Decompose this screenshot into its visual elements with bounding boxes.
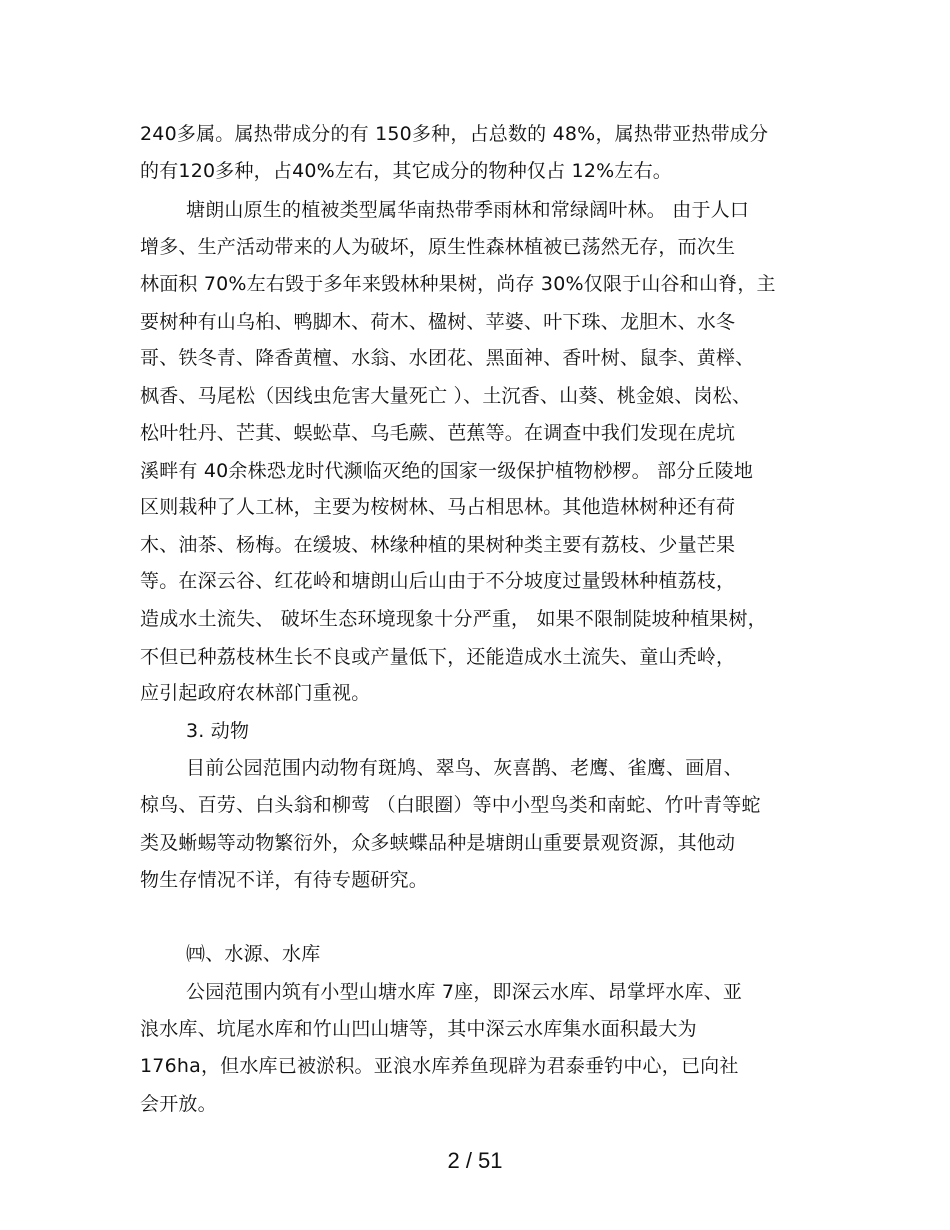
page-number: 2 / 51: [447, 1148, 503, 1173]
text-line: 目前公园范围内动物有斑鸠、翠鸟、灰喜鹊、老鹰、雀鹰、画眉、: [186, 757, 743, 779]
text-line: 区则栽种了人工林，主要为桉树林、马占相思林。其他造林树种还有荷: [140, 496, 736, 518]
text-line: 不但已种荔枝林生长不良或产量低下，还能造成水土流失、童山秃岭，: [140, 646, 736, 668]
text-line: 类及蜥蜴等动物繁衍外，众多蛱蝶品种是塘朗山重要景观资源，其他动: [140, 832, 736, 854]
text-line: 枫香、马尾松（因线虫危害大量死亡 ）、土沉香、山葵、桃金娘、岗松、: [140, 385, 752, 407]
text-line: 要树种有山乌桕、鸭脚木、荷木、楹树、苹婆、叶下珠、龙胆木、水冬: [140, 311, 736, 333]
text-line: 240多属。属热带成分的有 150多种，占总数的 48%，属热带亚热带成分: [140, 123, 769, 145]
text-line: 增多、生产活动带来的人为破坏，原生性森林植被已荡然无存，而次生: [140, 236, 736, 258]
text-line: 浪水库、坑尾水库和竹山凹山塘等，其中深云水库集水面积最大为: [140, 1018, 697, 1040]
text-line: 会开放。: [140, 1093, 217, 1115]
section-heading: 3. 动物: [186, 720, 250, 742]
text-line: 的有120多种，占40%左右，其它成分的物种仅占 12%左右。: [140, 160, 672, 182]
text-line: 木、油茶、杨梅。在缓坡、林缘种植的果树种类主要有荔枝、少量芒果: [140, 534, 736, 556]
text-line: 塘朗山原生的植被类型属华南热带季雨林和常绿阔叶林。 由于人口: [186, 199, 750, 221]
text-line: 176ha，但水库已被淤积。亚浪水库养鱼现辟为君泰垂钓中心，已向社: [140, 1055, 739, 1077]
text-line: 松叶牡丹、芒萁、蜈蚣草、乌毛蕨、芭蕉等。在调查中我们发现在虎坑: [140, 422, 736, 444]
text-line: 椋鸟、百劳、白头翁和柳莺 （白眼圈）等中小型鸟类和南蛇、竹叶青等蛇: [140, 794, 761, 816]
text-line: 公园范围内筑有小型山塘水库 7座，即深云水库、昂掌坪水库、亚: [186, 981, 743, 1003]
text-line: 造成水土流失、 破坏生态环境现象十分严重， 如果不限制陡坡种植果树，: [140, 608, 767, 630]
section-heading: ㈣、水源、水库: [186, 943, 321, 965]
text-line: 等。在深云谷、红花岭和塘朗山后山由于不分坡度过量毁林种植荔枝，: [140, 570, 736, 592]
text-line: 溪畔有 40余株恐龙时代濒临灭绝的国家一级保护植物桫椤。 部分丘陵地: [140, 460, 754, 482]
text-line: 林面积 70%左右毁于多年来毁林种果树，尚存 30%仅限于山谷和山脊，主: [140, 273, 776, 295]
text-line: 哥、铁冬青、降香黄檀、水翁、水团花、黑面神、香叶树、鼠李、黄榉、: [140, 347, 755, 369]
text-line: 应引起政府农林部门重视。: [140, 682, 371, 704]
text-line: 物生存情况不详，有待专题研究。: [140, 869, 429, 891]
